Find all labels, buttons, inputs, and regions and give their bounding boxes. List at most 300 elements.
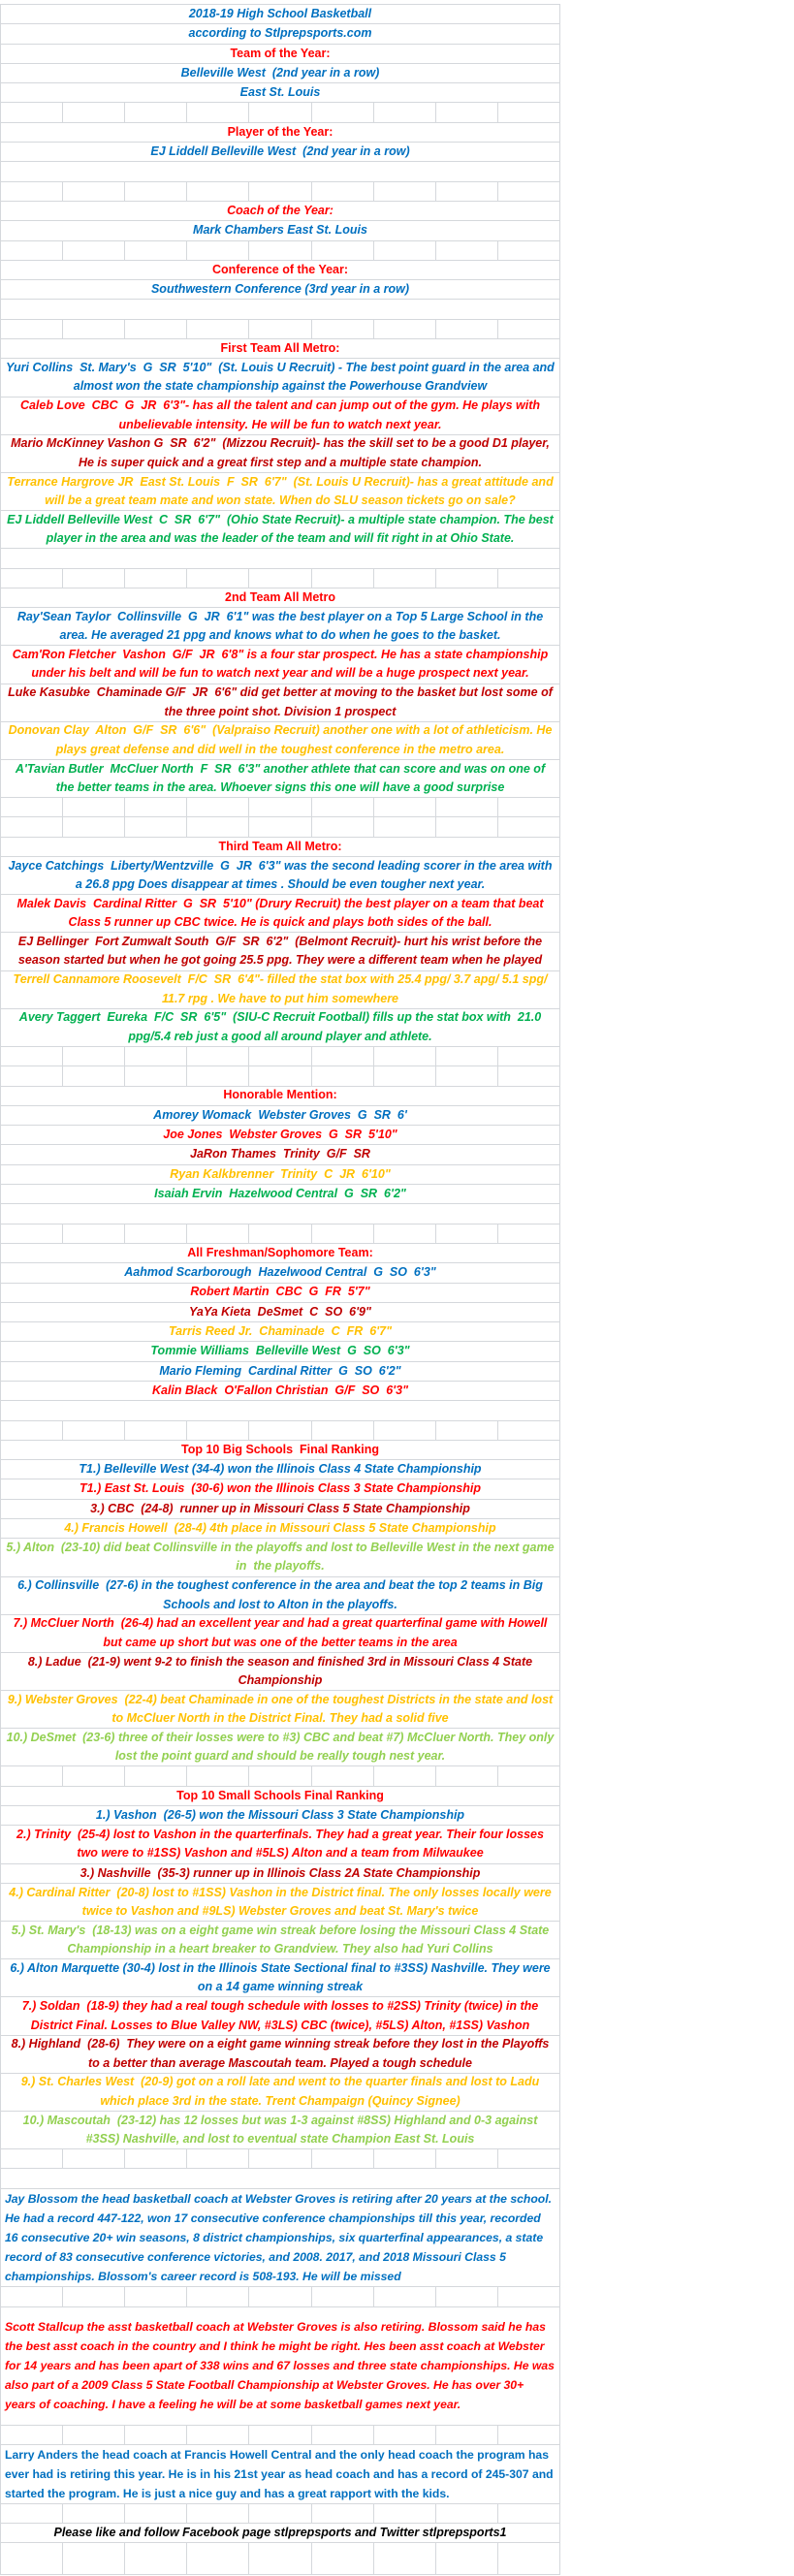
fresh-soph-entry: YaYa Kieta DeSmet C SO 6'9" (189, 1304, 371, 1319)
footer-follow-note: Please like and follow Facebook page stlprepsports and Twitter stlprepsports1 (53, 2526, 507, 2540)
empty-cell (63, 320, 125, 338)
fresh-soph-entry: Tarris Reed Jr. Chaminade C FR 6'7" (168, 1324, 393, 1339)
empty-cell (1, 241, 63, 260)
empty-grid-row (1, 1421, 560, 1441)
header-third-team-row (1, 838, 560, 857)
team-of-year-2-row (1, 83, 560, 103)
empty-cell (436, 2426, 498, 2444)
small-school-rank-entry: 2.) Trinity (25-4) lost to Vashon in the quarterfinals. They had a great year. Their four losses two were to #1SS) Vashon and #5LS) Alton and a team from Milwaukee (16, 1828, 548, 1860)
empty-cell (312, 320, 374, 338)
empty-cell (312, 2287, 374, 2306)
spreadsheet-page (0, 4, 794, 2575)
empty-merged-row (1, 549, 560, 568)
third-team-entry-row (1, 971, 560, 1009)
empty-merged-row (1, 1204, 560, 1224)
header-conference-of-the-year: Conference of the Year: (211, 262, 349, 276)
empty-cell (63, 798, 125, 816)
empty-cell (125, 2287, 187, 2306)
header-second-team: 2nd Team All Metro (225, 589, 335, 604)
empty-cell (1, 2287, 63, 2306)
doc-subtitle-row (1, 24, 560, 44)
empty-grid-row (1, 2426, 560, 2445)
empty-cell (498, 2504, 559, 2523)
small-school-rank-entry-row (1, 1826, 560, 1863)
empty-cell (63, 241, 125, 260)
team-of-year-1: Belleville West (2nd year in a row) (180, 65, 380, 80)
empty-grid-row (1, 2149, 560, 2169)
empty-cell (63, 1421, 125, 1440)
honorable-mention-entry-row (1, 1145, 560, 1164)
empty-cell (63, 817, 125, 836)
empty-cell (436, 320, 498, 338)
empty-cell (374, 1224, 436, 1243)
second-team-entry: Cam'Ron Fletcher Vashon G/F JR 6'8" is a four star prospect. He has a state championship under his belt and will be fun to watch next year and will be a huge prospect next year. (12, 648, 552, 681)
first-team-entry-row (1, 511, 560, 549)
empty-cell (436, 241, 498, 260)
page (0, 4, 794, 2576)
empty-grid-row (1, 798, 560, 817)
empty-cell (249, 1224, 311, 1243)
empty-cell (1, 1766, 63, 1785)
empty-cell (436, 798, 498, 816)
empty-cell (187, 1224, 249, 1243)
empty-cell (436, 1766, 498, 1785)
empty-cell (374, 1047, 436, 1065)
empty-grid-row (1, 320, 560, 339)
empty-cell (187, 2287, 249, 2306)
header-top10-small-schools: Top 10 Small Schools Final Ranking (176, 1788, 384, 1802)
big-school-rank-entry: 3.) CBC (24-8) runner up in Missouri Class 5 State Championship (90, 1501, 470, 1515)
empty-cell (187, 182, 249, 201)
empty-cell (63, 1047, 125, 1065)
empty-cell (312, 2543, 374, 2574)
empty-cell (436, 182, 498, 201)
empty-cell (63, 2149, 125, 2168)
first-team-entry: EJ Liddell Belleville West C SR 6'7" (Ohio State Recruit)- a multiple state champion. The best player in the area and was the leader of the team and will fit right in at Ohio State. (7, 512, 557, 546)
empty-cell (187, 1066, 249, 1085)
empty-merged-row (1, 162, 560, 181)
empty-cell (125, 1766, 187, 1785)
empty-grid-row (1, 241, 560, 261)
first-team-entry-row (1, 473, 560, 511)
empty-cell (1, 2426, 63, 2444)
small-school-rank-entry: 1.) Vashon (26-5) won the Missouri Class 3 State Championship (95, 1808, 465, 1823)
empty-cell (436, 2543, 498, 2574)
second-team-entry-row (1, 760, 560, 798)
empty-cell (374, 320, 436, 338)
empty-cell (436, 569, 498, 588)
empty-cell (498, 182, 559, 201)
player-of-year: EJ Liddell Belleville West (2nd year in a row) (150, 144, 410, 159)
retirement-note-jay-blossom: Jay Blossom the head basketball coach at Webster Groves is retiring after 20 years at the school. He had a record 447-122, won 17 consecutive conference championships till this year, recorded 16 consecutive 20+ win seasons, 8 district championships, six quarterfinal appearances, a state record of 83 consecutive conference victories, and 2008. 2017, and 2018 Missouri Class 5 championships. Blossom's career record is 508-193. He will be missed (5, 2191, 556, 2284)
big-school-rank-entry-row (1, 1729, 560, 1766)
empty-cell (498, 2543, 559, 2574)
empty-cell (374, 2149, 436, 2168)
small-school-rank-entry-row (1, 1959, 560, 1997)
small-school-rank-entry-row (1, 1997, 560, 2035)
big-school-rank-entry-row (1, 1615, 560, 1653)
empty-cell (187, 1047, 249, 1065)
empty-cell (63, 2543, 125, 2574)
header-first-team-row (1, 339, 560, 359)
honorable-mention-entry: Isaiah Ervin Hazelwood Central G SR 6'2" (154, 1186, 406, 1200)
header-coach-of-the-year: Coach of the Year: (227, 203, 333, 217)
coach-of-year-row (1, 221, 560, 240)
empty-cell (125, 2504, 187, 2523)
header-team-of-the-year-row (1, 45, 560, 64)
empty-cell (1, 1224, 63, 1243)
empty-merged-row (1, 2169, 560, 2188)
empty-cell (249, 103, 311, 121)
empty-grid-row (1, 1047, 560, 1066)
empty-cell (1, 2149, 63, 2168)
empty-cell (187, 1766, 249, 1785)
empty-cell (125, 320, 187, 338)
empty-cell (125, 817, 187, 836)
header-first-team: First Team All Metro: (220, 341, 340, 355)
honorable-mention-entry: Joe Jones Webster Groves G SR 5'10" (163, 1128, 397, 1142)
empty-cell (374, 569, 436, 588)
big-school-rank-entry-row (1, 1460, 560, 1479)
empty-cell (63, 103, 125, 121)
empty-cell (374, 1421, 436, 1440)
fresh-soph-entry-row (1, 1362, 560, 1382)
empty-cell (125, 569, 187, 588)
empty-cell (312, 817, 374, 836)
honorable-mention-entry: JaRon Thames Trinity G/F SR (190, 1147, 370, 1161)
third-team-entry: Avery Taggert Eureka F/C SR 6'5" (SIU-C Recruit Football) fills up the stat box with 21.0 ppg/5.4 reb just a good all around player and athlete. (18, 1010, 545, 1043)
empty-cell (374, 182, 436, 201)
empty-cell (436, 2287, 498, 2306)
empty-cell (125, 1066, 187, 1085)
header-second-team-row (1, 588, 560, 608)
header-team-of-the-year: Team of the Year: (230, 46, 331, 60)
big-school-rank-entry: 10.) DeSmet (23-6) three of their losses were to #3) CBC and beat #7) McCluer North. They only lost the point guard and should be really tough nest year. (6, 1730, 557, 1764)
empty-cell (374, 1766, 436, 1785)
empty-cell (312, 2504, 374, 2523)
empty-cell (498, 103, 559, 121)
header-top10-big-schools-row (1, 1441, 560, 1460)
empty-cell (498, 2426, 559, 2444)
empty-cell (63, 1066, 125, 1085)
big-school-rank-entry-row (1, 1577, 560, 1615)
header-top10-small-schools-row (1, 1787, 560, 1806)
empty-cell (498, 241, 559, 260)
honorable-mention-entry-row (1, 1165, 560, 1185)
header-freshman-sophomore-row (1, 1244, 560, 1263)
empty-cell (249, 182, 311, 201)
fresh-soph-entry-row (1, 1303, 560, 1322)
doc-subtitle: according to Stlprepsports.com (188, 26, 372, 41)
empty-grid-row (1, 182, 560, 202)
empty-cell (436, 2149, 498, 2168)
big-school-rank-entry-row (1, 1691, 560, 1729)
honorable-mention-entry-row (1, 1185, 560, 1204)
small-school-rank-entry: 9.) St. Charles West (20-9) got on a roll late and went to the quarter finals and lost to Ladu which place 3rd in the state. Trent Champaign (Quincy Signee) (20, 2075, 543, 2108)
player-of-year-row (1, 143, 560, 162)
doc-title-row (1, 5, 560, 24)
third-team-entry-row (1, 1009, 560, 1047)
third-team-entry: Malek Davis Cardinal Ritter G SR 5'10" (Drury Recruit) the best player on a team that beat Class 5 runner up CBC twice. He is quick and plays both sides of the ball. (16, 896, 548, 930)
empty-cell (187, 569, 249, 588)
second-team-entry: Luke Kasubke Chaminade G/F JR 6'6" did get better at moving to the basket but lost some of the three point shot. Division 1 prospect (8, 685, 556, 718)
third-team-entry: Jayce Catchings Liberty/Wentzville G JR 6'3" was the second leading scorer in the area with a 26.8 ppg Does disappear at times . Should be even tougher next year. (8, 858, 556, 892)
empty-cell (125, 798, 187, 816)
retirement-note-larry-anders-row (1, 2445, 560, 2504)
second-team-entry: Donovan Clay Alton G/F SR 6'6" (Valpraiso Recruit) another one with a lot of athleticism. He plays great defense and did well in the toughest conference in the metro area. (8, 723, 556, 756)
empty-cell (125, 241, 187, 260)
second-team-entry-row (1, 722, 560, 760)
second-team-entry: A'Tavian Butler McCluer North F SR 6'3" another athlete that can score and was on one of the better teams in the area. Whoever signs this one will have a good surprise (15, 761, 549, 795)
header-top10-big-schools: Top 10 Big Schools Final Ranking (181, 1442, 379, 1456)
fresh-soph-entry-row (1, 1284, 560, 1303)
empty-cell (63, 2287, 125, 2306)
empty-cell (187, 798, 249, 816)
empty-cell (498, 1766, 559, 1785)
empty-cell (187, 1421, 249, 1440)
empty-cell (498, 1224, 559, 1243)
empty-cell (436, 817, 498, 836)
small-school-rank-entry-row (1, 2112, 560, 2149)
empty-cell (125, 103, 187, 121)
empty-cell (249, 2426, 311, 2444)
small-school-rank-entry: 6.) Alton Marquette (30-4) lost in the Illinois State Sectional final to #3SS) Nashville. They were on a 14 game winning streak (10, 1960, 555, 1994)
empty-cell (63, 1766, 125, 1785)
empty-cell (249, 241, 311, 260)
empty-grid-row (1, 103, 560, 122)
empty-cell (125, 2543, 187, 2574)
empty-cell (312, 2426, 374, 2444)
conference-of-year-row (1, 280, 560, 300)
third-team-entry: Terrell Cannamore Roosevelt F/C SR 6'4"- filled the stat box with 25.4 ppg/ 3.7 apg/ 5.1 spg/ 11.7 rpg . We have to put him somewhere (13, 972, 551, 1005)
empty-cell (312, 1766, 374, 1785)
empty-cell (312, 1047, 374, 1065)
small-school-rank-entry-row (1, 2036, 560, 2074)
empty-cell (125, 1421, 187, 1440)
empty-grid-row (1, 1766, 560, 1786)
empty-cell (187, 2504, 249, 2523)
fresh-soph-entry-row (1, 1263, 560, 1283)
big-school-rank-entry-row (1, 1539, 560, 1576)
retirement-note-jay-blossom-row (1, 2189, 560, 2288)
first-team-entry-row (1, 398, 560, 435)
big-school-rank-entry: 9.) Webster Groves (22-4) beat Chaminade in one of the toughest Districts in the state and lost to McCluer North in the District Final. They had a solid five (7, 1692, 556, 1726)
empty-cell (1, 2543, 63, 2574)
team-of-year-1-row (1, 64, 560, 83)
empty-cell (312, 1066, 374, 1085)
empty-cell (249, 2287, 311, 2306)
team-of-year-2: East St. Louis (239, 85, 321, 100)
empty-cell (312, 182, 374, 201)
empty-cell (1, 1421, 63, 1440)
empty-cell (63, 569, 125, 588)
empty-cell (436, 1047, 498, 1065)
empty-cell (498, 798, 559, 816)
empty-cell (436, 1066, 498, 1085)
header-player-of-the-year-row (1, 123, 560, 143)
conference-of-year: Southwestern Conference (3rd year in a row) (150, 282, 410, 297)
honorable-mention-entry-row (1, 1126, 560, 1145)
fresh-soph-entry-row (1, 1382, 560, 1401)
honorable-mention-entry: Amorey Womack Webster Groves G SR 6' (153, 1107, 407, 1122)
empty-cell (374, 798, 436, 816)
empty-cell (1, 569, 63, 588)
small-school-rank-entry: 3.) Nashville (35-3) runner up in Illinois Class 2A State Championship (79, 1865, 481, 1880)
empty-cell (1, 320, 63, 338)
empty-cell (312, 103, 374, 121)
fresh-soph-entry-row (1, 1342, 560, 1361)
empty-cell (125, 2426, 187, 2444)
empty-cell (1, 182, 63, 201)
empty-cell (436, 2504, 498, 2523)
header-third-team: Third Team All Metro: (218, 839, 342, 853)
empty-cell (249, 2149, 311, 2168)
small-school-rank-entry-row (1, 1884, 560, 1922)
empty-cell (374, 2543, 436, 2574)
empty-cell (436, 1224, 498, 1243)
empty-cell (125, 1224, 187, 1243)
small-school-rank-entry-row (1, 1922, 560, 1959)
honorable-mention-entry-row (1, 1106, 560, 1126)
empty-cell (498, 320, 559, 338)
fresh-soph-entry: Robert Martin CBC G FR 5'7" (190, 1285, 370, 1299)
empty-cell (187, 817, 249, 836)
empty-cell (249, 817, 311, 836)
small-school-rank-entry: 5.) St. Mary's (18-13) was on a eight game win streak before losing the Missouri Class 4 State Championship in a heart breaker to Grandview. They also had Yuri Collins (11, 1923, 553, 1956)
big-school-rank-entry: T1.) East St. Louis (30-6) won the Illinois Class 3 State Championship (79, 1481, 481, 1496)
small-school-rank-entry: 7.) Soldan (18-9) they had a real tough schedule with losses to #2SS) Trinity (twice) in the District Final. Losses to Blue Valley NW, #3LS) CBC (twice), #5LS) Alton, #1SS) Vashon (21, 1999, 542, 2032)
empty-cell (312, 2149, 374, 2168)
header-player-of-the-year: Player of the Year: (227, 124, 333, 139)
empty-cell (249, 2543, 311, 2574)
header-coach-of-the-year-row (1, 202, 560, 221)
empty-grid-row (1, 2504, 560, 2524)
big-school-rank-entry: 4.) Francis Howell (28-4) 4th place in Missouri Class 5 State Championship (64, 1521, 496, 1536)
fresh-soph-entry: Kalin Black O'Fallon Christian G/F SO 6'3" (151, 1383, 408, 1397)
empty-cell (125, 1047, 187, 1065)
big-school-rank-entry-row (1, 1479, 560, 1499)
empty-cell (374, 2504, 436, 2523)
empty-cell (498, 569, 559, 588)
empty-cell (187, 241, 249, 260)
header-freshman-sophomore: All Freshman/Sophomore Team: (187, 1245, 373, 1259)
big-school-rank-entry-row (1, 1653, 560, 1691)
empty-cell (125, 182, 187, 201)
small-school-rank-entry-row (1, 1806, 560, 1826)
empty-cell (374, 241, 436, 260)
empty-cell (1, 1047, 63, 1065)
big-school-rank-entry: T1.) Belleville West (34-4) won the Illinois Class 4 State Championship (79, 1462, 482, 1477)
third-team-entry: EJ Bellinger Fort Zumwalt South G/F SR 6'2" (Belmont Recruit)- hurt his wrist before the season started but when he got going 25.5 ppg. They were a different team when he played (17, 935, 546, 968)
empty-cell (498, 1421, 559, 1440)
honorable-mention-entry: Ryan Kalkbrenner Trinity C JR 6'10" (170, 1166, 391, 1181)
big-school-rank-entry: 5.) Alton (23-10) did beat Collinsville in the playoffs and lost to Belleville West in the next game in the playoffs. (6, 1541, 558, 1574)
first-team-entry: Yuri Collins St. Mary's G SR 5'10" (St. Louis U Recruit) - The best point guard in the area and almost won the state championship against the Powerhouse Grandview (6, 361, 558, 394)
empty-cell (1, 2504, 63, 2523)
empty-cell (1, 817, 63, 836)
second-team-entry-row (1, 608, 560, 646)
empty-cell (498, 817, 559, 836)
first-team-entry-row (1, 359, 560, 397)
empty-cell (187, 2149, 249, 2168)
empty-cell (249, 320, 311, 338)
big-school-rank-entry-row (1, 1500, 560, 1519)
empty-cell (312, 798, 374, 816)
empty-grid-row (1, 1066, 560, 1086)
empty-grid-row (1, 1224, 560, 1244)
empty-cell (63, 2504, 125, 2523)
empty-cell (249, 1766, 311, 1785)
empty-cell (63, 1224, 125, 1243)
empty-cell (187, 2543, 249, 2574)
empty-cell (374, 2287, 436, 2306)
second-team-entry-row (1, 684, 560, 722)
empty-grid-row (1, 817, 560, 837)
empty-cell (249, 1066, 311, 1085)
big-school-rank-entry-row (1, 1519, 560, 1539)
empty-cell (498, 1047, 559, 1065)
empty-merged-row (1, 1401, 560, 1420)
retirement-note-larry-anders: Larry Anders the head coach at Francis Howell Central and the only head coach the program has ever had is retiring this year. He is in his 21st year as head coach and has a record of 245-307 and started the program. He is just a nice guy and has a great rapport with the kids. (5, 2447, 557, 2500)
empty-grid-row (1, 569, 560, 588)
empty-cell (187, 320, 249, 338)
fresh-soph-entry: Mario Fleming Cardinal Ritter G SO 6'2" (159, 1363, 401, 1378)
empty-cell (249, 1047, 311, 1065)
empty-cell (249, 1421, 311, 1440)
first-team-entry-row (1, 435, 560, 473)
empty-cell (498, 2149, 559, 2168)
third-team-entry-row (1, 895, 560, 933)
empty-cell (63, 182, 125, 201)
empty-cell (498, 2287, 559, 2306)
empty-cell (374, 2426, 436, 2444)
empty-cell (1, 1066, 63, 1085)
empty-cell (125, 2149, 187, 2168)
empty-cell (187, 2426, 249, 2444)
empty-cell (249, 569, 311, 588)
small-school-rank-entry-row (1, 1864, 560, 1884)
second-team-entry-row (1, 646, 560, 684)
second-team-entry: Ray'Sean Taylor Collinsville G JR 6'1" was the best player on a Top 5 Large School in the area. He averaged 21 ppg and knows what to do when he goes to the basket. (16, 609, 547, 643)
empty-cell (249, 798, 311, 816)
empty-cell (312, 1224, 374, 1243)
empty-cell (63, 2426, 125, 2444)
small-school-rank-entry-row (1, 2074, 560, 2112)
fresh-soph-entry-row (1, 1322, 560, 1342)
big-school-rank-entry: 6.) Collinsville (27-6) in the toughest conference in the area and beat the top 2 teams in Big Schools and lost to Alton in the playoffs. (17, 1578, 547, 1611)
spreadsheet (0, 4, 560, 2575)
small-school-rank-entry: 10.) Mascoutah (23-12) has 12 losses but was 1-3 against #8SS) Highland and 0-3 against #3SS) Nashville, and lost to eventual state Champion East St. Louis (22, 2113, 541, 2147)
header-honorable-mention: Honorable Mention: (223, 1088, 337, 1102)
first-team-entry: Caleb Love CBC G JR 6'3"- has all the talent and can jump out of the gym. He plays with unbelievable intensity. He will be fun to watch next year. (19, 398, 544, 431)
footer-follow-note-row (1, 2524, 560, 2543)
empty-cell (374, 103, 436, 121)
empty-cell (374, 817, 436, 836)
empty-cell (1, 798, 63, 816)
empty-cell (312, 241, 374, 260)
fresh-soph-entry: Aahmod Scarborough Hazelwood Central G SO 6'3" (124, 1265, 436, 1280)
fresh-soph-entry: Tommie Williams Belleville West G SO 6'3" (150, 1344, 410, 1358)
empty-cell (436, 1421, 498, 1440)
retirement-note-scott-stallcup: Scott Stallcup the asst basketball coach at Webster Groves is also retiring. Blossom said he has the best asst coach in the country and I think he might be right. Hes been asst coach at Webster for 14 years and has been apart of 338 wins and 67 losses and three state championships. He was also part of a 2009 Class 5 State Football Championship at Webster Groves. He has over 30+ years of coaching. I have a feeling he will be at some basketball games next year. (5, 2319, 558, 2412)
empty-cell (374, 1066, 436, 1085)
empty-cell (312, 569, 374, 588)
retirement-note-scott-stallcup-row (1, 2307, 560, 2426)
empty-cell (1, 103, 63, 121)
header-honorable-mention-row (1, 1087, 560, 1106)
big-school-rank-entry: 8.) Ladue (21-9) went 9-2 to finish the season and finished 3rd in Missouri Class 4 State Championship (27, 1654, 536, 1688)
empty-grid-row (1, 2287, 560, 2306)
